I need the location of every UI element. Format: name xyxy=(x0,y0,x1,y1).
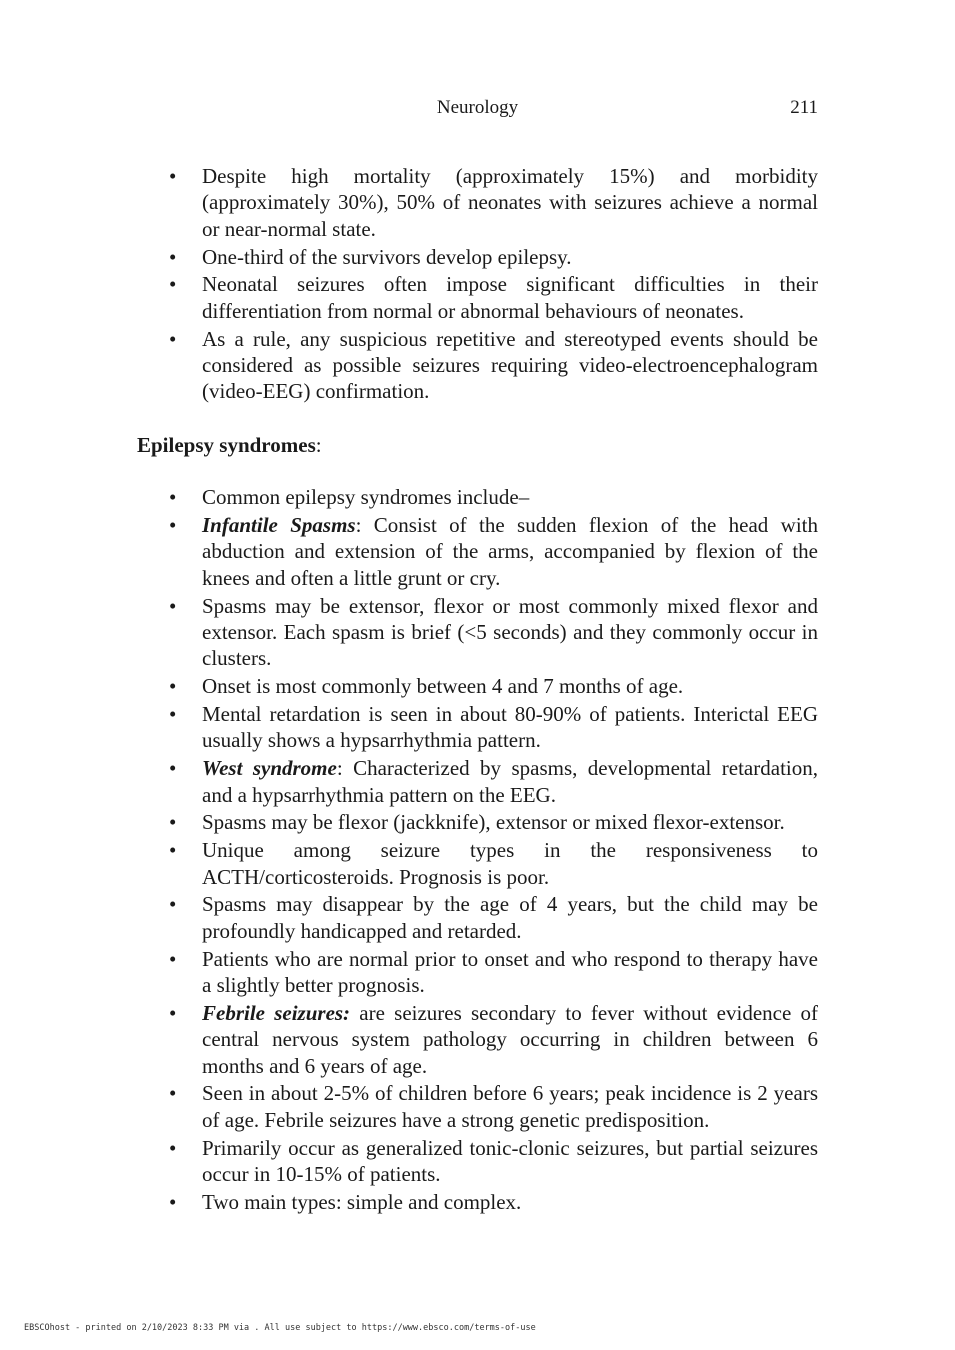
section-heading-colon: : xyxy=(315,432,322,457)
running-header xyxy=(137,97,818,121)
list-item-text: Despite high mortality (approximately 15%) and morbidity (approximately 30%), 50% of neonates with seizures achieve a normal or near-normal state. xyxy=(202,164,818,241)
list-item-text: Two main types: simple and complex. xyxy=(202,1189,522,1214)
list-item xyxy=(202,163,818,242)
list-item-text: Spasms may be flexor (jackknife), extensor or mixed flexor-extensor. xyxy=(202,810,785,835)
list-item xyxy=(202,593,818,672)
page-body xyxy=(137,163,818,1217)
list-item xyxy=(202,244,818,270)
list-item xyxy=(202,673,818,699)
list-item xyxy=(202,946,818,999)
list-item xyxy=(202,512,818,591)
list-item-text: Neonatal seizures often impose significant difficulties in their differentiation from normal or abnormal behaviours of neonates. xyxy=(202,272,818,323)
section-heading-text: Epilepsy syndromes xyxy=(137,432,316,457)
running-title: Neurology xyxy=(436,97,519,118)
list-item xyxy=(202,1135,818,1188)
list-item xyxy=(202,1189,818,1215)
list-item-text: Onset is most commonly between 4 and 7 months of age. xyxy=(202,674,684,699)
list-item-text: Mental retardation is seen in about 80-90% of patients. Interictal EEG usually shows a hypsarrhythmia pattern. xyxy=(202,702,818,753)
page-number: 211 xyxy=(790,97,818,118)
list-item xyxy=(202,701,818,754)
list-item-text: : Characterized by spasms, developmental retardation, and a hypsarrhythmia pattern on the EEG. xyxy=(202,756,818,807)
list-item xyxy=(202,1080,818,1133)
list-item-text: Spasms may be extensor, flexor or most commonly mixed flexor and extensor. Each spasm is brief (<5 seconds) and they commonly occur in clusters. xyxy=(202,593,818,671)
list-item-text: Seen in about 2-5% of children before 6 years; peak incidence is 2 years of age. Febrile seizures have a strong genetic predisposition. xyxy=(202,1081,818,1132)
list-item-text: Common epilepsy syndromes include– xyxy=(202,485,530,510)
list-item-text: Spasms may disappear by the age of 4 years, but the child may be profoundly handicapped and retarded. xyxy=(202,892,818,943)
epilepsy-syndromes-list xyxy=(137,484,818,1215)
list-item xyxy=(202,837,818,890)
term-infantile-spasms: Infantile Spasms xyxy=(202,513,356,538)
list-item-text: : Consist of the sudden flexion of the head with abduction and extension of the arms, accompanied by flexion of the knees and often a little grunt or cry. xyxy=(202,513,818,590)
list-item xyxy=(202,484,818,510)
list-item-text: Primarily occur as generalized tonic-clonic seizures, but partial seizures occur in 10-15% of patients. xyxy=(202,1135,818,1187)
print-footer: EBSCOhost - printed on 2/10/2023 8:33 PM via . All use subject to https://www.ebsco.com/terms-of-use xyxy=(24,1323,536,1333)
list-item-text: are seizures secondary to fever without evidence of central nervous system pathology occurring in children between 6 months and 6 years of age. xyxy=(202,1000,819,1078)
list-item xyxy=(202,271,818,324)
term-febrile-seizures: Febrile seizures: xyxy=(202,1000,351,1025)
list-item-text: As a rule, any suspicious repetitive and stereotyped events should be considered as possible seizures requiring video-electroencephalogram (video-EEG) confirmation. xyxy=(202,326,818,404)
list-item xyxy=(202,326,818,405)
list-item-text: Unique among seizure types in the responsiveness to ACTH/corticosteroids. Prognosis is poor. xyxy=(202,838,818,889)
list-item xyxy=(202,891,818,944)
list-item xyxy=(202,1000,818,1079)
term-west-syndrome: West syndrome xyxy=(202,756,337,781)
list-item-text: One-third of the survivors develop epilepsy. xyxy=(202,244,572,269)
neonatal-seizure-list xyxy=(137,163,818,405)
list-item xyxy=(202,809,818,835)
section-heading xyxy=(137,432,818,458)
list-item-text: Patients who are normal prior to onset and who respond to therapy have a slightly better prognosis. xyxy=(202,946,818,998)
list-item xyxy=(202,755,818,808)
